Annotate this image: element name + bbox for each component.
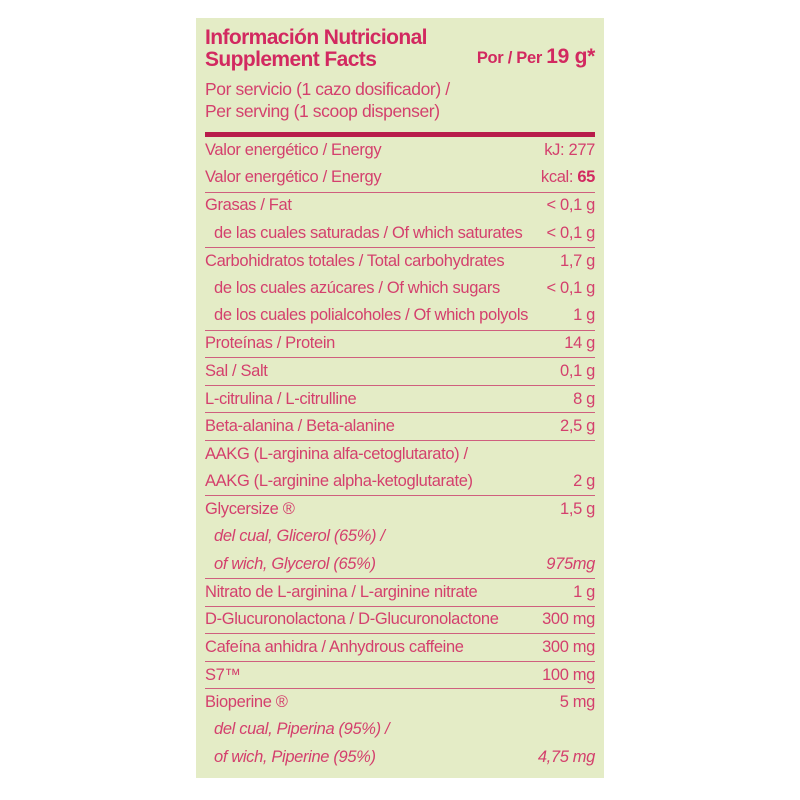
table-row	[205, 164, 595, 192]
row-value: kcal: 65	[540, 168, 595, 187]
row-label: Beta-alanina / Beta-alanine	[205, 417, 395, 436]
row-value: 14 g	[564, 334, 595, 353]
table-row	[205, 137, 595, 165]
row-label: de los cuales azúcares / Of which sugars	[214, 278, 500, 297]
per-serving-amount	[477, 45, 595, 70]
row-label: Valor energético / Energy	[205, 168, 382, 187]
row-label: del cual, Piperina (95%) /	[214, 720, 390, 739]
row-value: 300 mg	[542, 610, 595, 629]
table-row	[205, 192, 595, 220]
row-value: 4,75 mg	[537, 747, 595, 766]
row-value: 1,7 g	[560, 251, 595, 270]
row-value: 2,5 g	[560, 417, 595, 436]
table-row	[205, 468, 595, 496]
table-row	[205, 606, 595, 634]
row-value: 8 g	[573, 389, 595, 408]
row-value: 1,5 g	[560, 500, 595, 519]
row-label: Sal / Salt	[205, 362, 268, 381]
row-value: 5 mg	[559, 693, 595, 712]
serving-description	[205, 79, 595, 122]
row-value: kJ: 277	[544, 140, 595, 159]
row-value: < 0,1 g	[546, 223, 595, 242]
nutrition-table	[205, 137, 595, 772]
panel-title-es: Información Nutricional	[205, 26, 427, 49]
row-label: Carbohidratos totales / Total carbohydrates	[205, 251, 505, 270]
table-row	[205, 716, 595, 744]
row-value: 100 mg	[542, 665, 595, 684]
row-value: 975mg	[546, 554, 595, 573]
row-label: de las cuales saturadas / Of which saturates	[214, 223, 523, 242]
table-row	[205, 578, 595, 606]
row-label: S7™	[205, 665, 241, 684]
table-row	[205, 661, 595, 689]
table-row	[205, 495, 595, 523]
row-value: < 0,1 g	[546, 196, 595, 215]
table-row	[205, 330, 595, 358]
row-value: 0,1 g	[560, 362, 595, 381]
row-label: de los cuales polialcoholes / Of which polyols	[214, 306, 529, 325]
row-label: AAKG (L-arginine alpha-ketoglutarate)	[205, 471, 473, 490]
table-row	[205, 523, 595, 551]
serving-description-line1: Por servicio (1 cazo dosificador) /	[205, 79, 450, 99]
table-row	[205, 219, 595, 247]
table-row	[205, 688, 595, 716]
table-row	[205, 550, 595, 578]
panel-title-en: Supplement Facts	[205, 47, 377, 71]
row-label: AAKG (L-arginina alfa-cetoglutarato) /	[205, 444, 468, 463]
row-label: of wich, Glycerol (65%)	[214, 554, 376, 573]
per-serving-grams: 19 g*	[546, 45, 595, 68]
nutrition-facts-panel	[196, 18, 604, 778]
row-label: D-Glucuronolactona / D-Glucuronolactone	[205, 610, 499, 629]
row-label: of wich, Piperine (95%)	[214, 747, 376, 766]
row-label: L-citrulina / L-citrulline	[205, 389, 357, 408]
table-row	[205, 274, 595, 302]
table-row	[205, 357, 595, 385]
row-label: del cual, Glicerol (65%) /	[214, 527, 385, 546]
row-label: Valor energético / Energy	[205, 140, 382, 159]
row-label: Cafeína anhidra / Anhydrous caffeine	[205, 637, 464, 656]
serving-description-line2: Per serving (1 scoop dispenser)	[205, 100, 440, 121]
table-row	[205, 247, 595, 275]
panel-header	[205, 27, 595, 70]
table-row	[205, 633, 595, 661]
table-row	[205, 744, 595, 772]
table-row	[205, 302, 595, 330]
row-label: Bioperine ®	[205, 693, 288, 712]
table-row	[205, 440, 595, 468]
row-label: Nitrato de L-arginina / L-arginine nitrate	[205, 582, 478, 601]
panel-title	[205, 27, 427, 70]
row-value: 300 mg	[542, 637, 595, 656]
row-value: 1 g	[573, 582, 595, 601]
row-label: Grasas / Fat	[205, 196, 292, 215]
per-serving-label: Por / Per	[476, 49, 542, 67]
table-row	[205, 412, 595, 440]
row-value: 2 g	[573, 471, 595, 490]
row-value: 1 g	[573, 306, 595, 325]
row-value: < 0,1 g	[546, 278, 595, 297]
row-label: Glycersize ®	[205, 500, 295, 519]
table-row	[205, 385, 595, 413]
row-label: Proteínas / Protein	[205, 334, 336, 353]
